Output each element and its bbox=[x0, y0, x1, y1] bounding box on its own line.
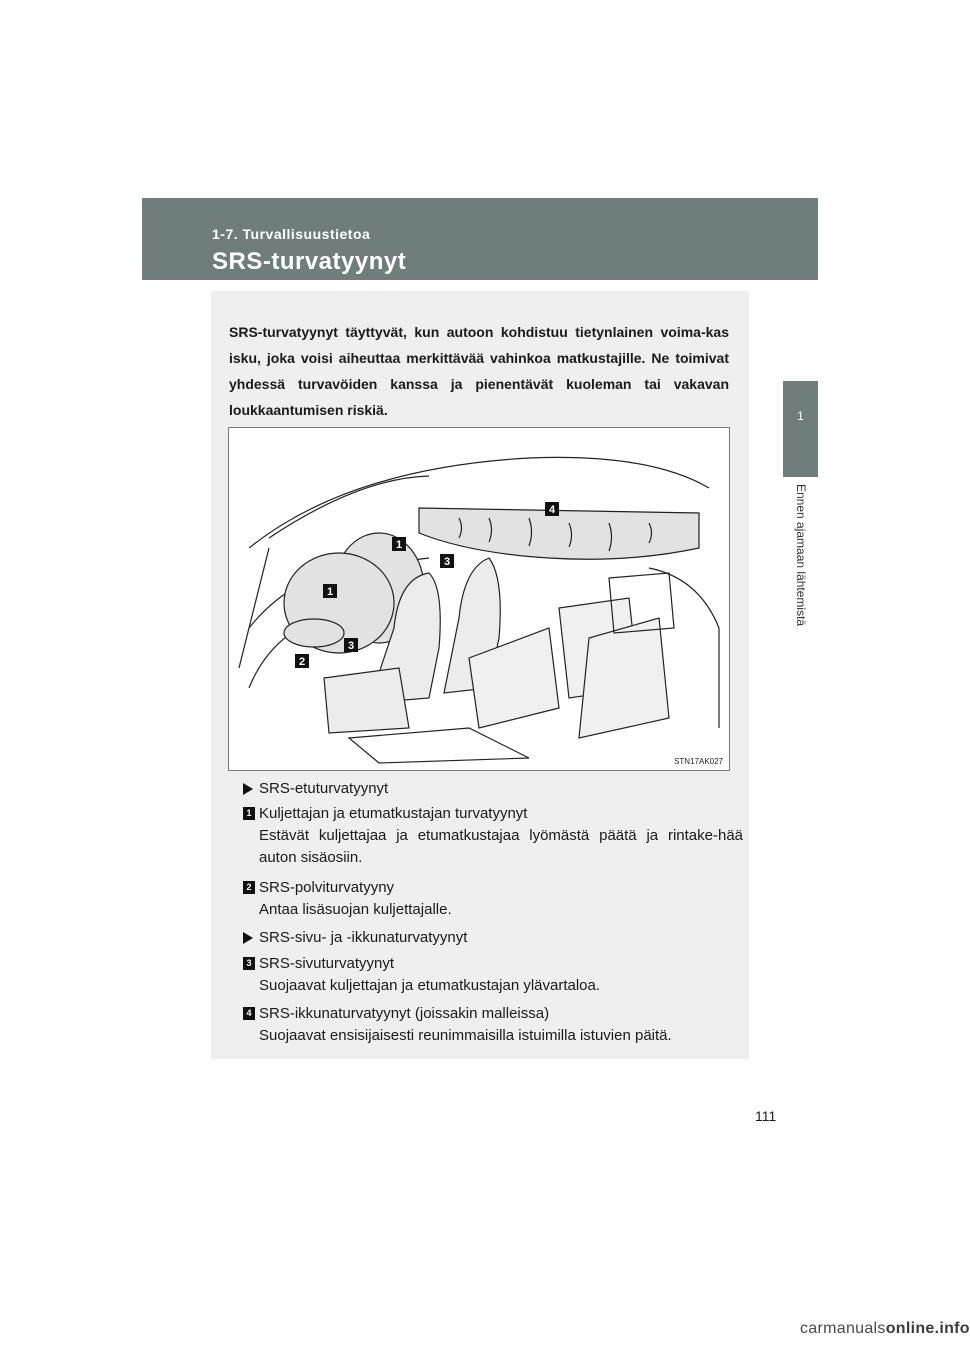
legend-item-title: SRS-sivuturvatyynyt bbox=[259, 955, 395, 972]
number-badge-icon: 1 bbox=[243, 807, 255, 820]
callout-marker: 1 bbox=[395, 539, 403, 551]
legend-item-title: Kuljettajan ja etumatkustajan turvatyynyt bbox=[259, 805, 528, 822]
page-number: 111 bbox=[755, 1108, 777, 1124]
triangle-bullet-icon bbox=[243, 783, 253, 795]
legend-item-title: SRS-ikkunaturvatyynyt (joissakin malleissa) bbox=[259, 1005, 550, 1022]
callout-marker: 2 bbox=[298, 656, 306, 668]
callout-marker: 3 bbox=[443, 556, 451, 568]
car-interior-drawing bbox=[229, 428, 729, 770]
watermark-link[interactable] bbox=[800, 1320, 970, 1338]
airbag-illustration bbox=[228, 427, 730, 771]
number-badge-icon: 2 bbox=[243, 881, 255, 894]
watermark-part1: carmanuals bbox=[800, 1320, 886, 1337]
legend-item-title: SRS-polviturvatyyny bbox=[259, 879, 395, 896]
intro-paragraph: SRS-turvatyynyt täyttyvät, kun autoon kohdistuu tietynlainen voima-kas isku, joka voisi aiheuttaa merkittävää vahinkoa matkustajille. Ne toimivat yhdessä turvavöiden kanssa ja pienentävät kuoleman tai vakavan loukkaantumisen riskiä. bbox=[229, 324, 729, 418]
callout-marker: 3 bbox=[347, 640, 355, 652]
number-badge-icon: 4 bbox=[243, 1007, 255, 1020]
section-label: 1-7. Turvallisuustietoa bbox=[212, 226, 371, 242]
watermark-part2: online.info bbox=[885, 1320, 970, 1337]
callout-marker: 4 bbox=[548, 504, 556, 516]
number-badge-icon: 3 bbox=[243, 957, 255, 970]
page-title: SRS-turvatyynyt bbox=[212, 248, 407, 275]
callout-marker: 1 bbox=[326, 586, 334, 598]
triangle-bullet-icon bbox=[243, 932, 253, 944]
chapter-tab[interactable] bbox=[783, 381, 818, 477]
chapter-caption: Ennen ajamaan lähtemistä bbox=[794, 484, 808, 627]
figure-code: STN17AK027 bbox=[674, 757, 723, 766]
chapter-number: 1 bbox=[797, 409, 804, 423]
